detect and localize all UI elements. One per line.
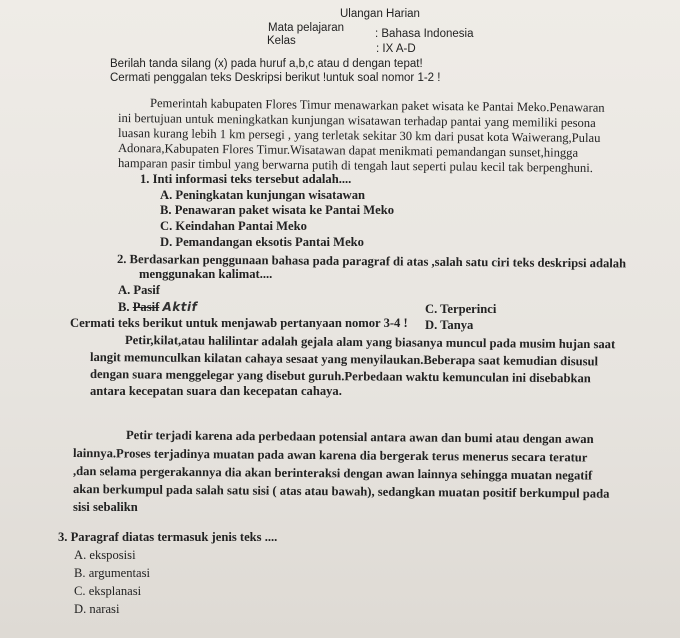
instruction-3-4: Cermati teks berikut untuk menjawab pertanyaan nomor 3-4 !: [70, 316, 408, 330]
exam-title: Ulangan Harian: [340, 8, 420, 20]
question-2-option-c: C. Terperinci: [425, 302, 497, 316]
passage-1-line: hamparan pasir timbul yang berwarna putih di tengah laut seperti pulau kecil tak berpenghuni.: [117, 156, 593, 175]
question-3-option-b: B. argumentasi: [74, 566, 151, 580]
passage-2-line: langit memunculkan kilatan cahaya sesaat yang menyilaukan.Beberapa saat kemudian disusul: [89, 350, 599, 369]
question-3-option-a: A. eksposisi: [74, 548, 136, 562]
passage-1-line: ini bertujuan untuk meningkatkan kunjungan wisatawan terhadap pantai yang memiliki pesona: [117, 111, 596, 131]
class-value: : IX A-D: [376, 43, 416, 55]
instruction-line-2: Cermati penggalan teks Deskripsi berikut !untuk soal nomor 1-2 !: [110, 72, 441, 84]
passage-2-line: dengan suara menggelegar yang disebut guruh.Perbedaan waktu kemunculan ini disebabkan: [89, 367, 591, 386]
question-2-text: 2. Berdasarkan penggunaan bahasa pada paragraf di atas ,salah satu ciri teks deskripsi adalah: [116, 252, 627, 271]
option-b-label: B.: [118, 300, 130, 314]
question-1-option-a: A. Peningkatan kunjungan wisatawan: [160, 188, 366, 202]
question-3-option-d: D. narasi: [74, 602, 120, 616]
question-1-option-b: B. Penawaran paket wisata ke Pantai Meko: [160, 203, 395, 217]
passage-1-line: luasan kurang lebih 1 km persegi , yang terletak sekitar 30 km dari pusat kota Waiwerang,Pulau: [117, 126, 601, 146]
question-3-text: 3. Paragraf diatas termasuk jenis teks ....: [58, 530, 278, 544]
instruction-line-1: Berilah tanda silang (x) pada huruf a,b,c atau d dengan tepat!: [110, 58, 423, 70]
question-1-text: 1. Inti informasi teks tersebut adalah....: [140, 172, 352, 186]
passage-3-line: ,dan selama pergerakannya dia akan berinteraksi dengan awan lainnya sehingga muatan negatif: [72, 464, 593, 483]
question-2-text-continued: menggunakan kalimat....: [139, 267, 273, 281]
question-1-option-d: D. Pemandangan eksotis Pantai Meko: [160, 235, 364, 249]
question-2-option-d: D. Tanya: [425, 318, 474, 332]
question-3-option-c: C. eksplanasi: [74, 584, 142, 598]
option-b-struck-word: Pasif: [132, 300, 160, 314]
passage-2-line: Petir,kilat,atau halilintar adalah gejala alam yang biasanya muncul pada musim hujan saat: [124, 333, 616, 352]
passage-3-line: sisi sebalikn: [73, 500, 138, 514]
question-2-option-a: A. Pasif: [118, 283, 160, 297]
passage-3-line: akan berkumpul pada salah satu sisi ( atas atau bawah), sedangkan muatan positif berkumpul pada: [72, 482, 610, 501]
subject-label: Mata pelajaran: [268, 22, 345, 34]
question-2-option-b: [118, 300, 197, 315]
class-label: Kelas: [267, 35, 296, 47]
question-1-option-c: C. Keindahan Pantai Meko: [160, 219, 307, 233]
passage-1-line: Pemerintah kabupaten Flores Timur menawarkan paket wisata ke Pantai Meko.Penawaran: [149, 96, 605, 115]
passage-3-line: Petir terjadi karena ada perbedaan potensial antara awan dan bumi atau dengan awan: [125, 428, 594, 447]
passage-2-line: antara kecepatan suara dan kecepatan cahaya.: [90, 384, 342, 398]
passage-3-line: lainnya.Proses terjadinya muatan pada awan karena dia bergerak terus menerus secara teratur: [72, 446, 588, 465]
option-b-handwritten-word: Aktif: [162, 300, 198, 314]
subject-value: : Bahasa Indonesia: [375, 28, 474, 40]
passage-1-line: Adonara,Kabupaten Flores Timur.Wisatawan dapat menikmati pemandangan sunset,hingga: [117, 141, 579, 160]
